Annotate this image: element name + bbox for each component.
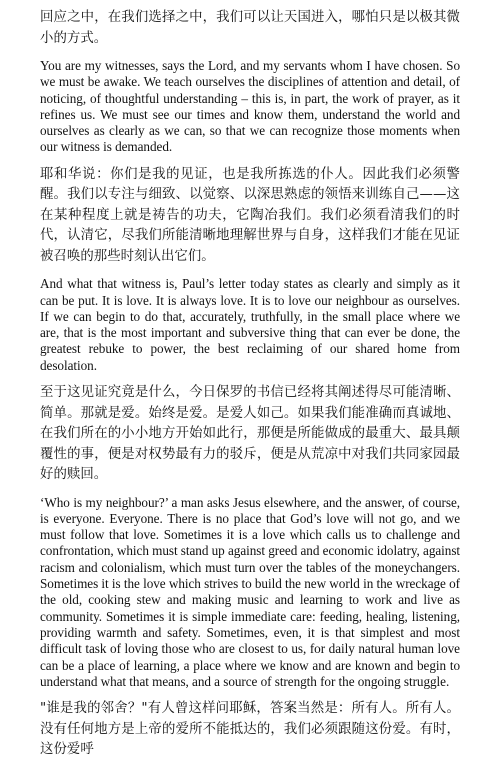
paragraph-en-2: And what that witness is, Paul’s letter today states as clearly and simply as it can be put. It is love. It is always love. It is to love our neighbour as ourselves. If we can begin to do that, accurately, truthfully, in the small place where we are, that is the most important and subversive thing that can ever be done, the greatest rebuke to power, the best reclaiming of our shared home from desolation.: [40, 276, 460, 373]
paragraph-zh-3: 至于这见证究竟是什么，今日保罗的书信已经将其阐述得尽可能清晰、简单。那就是爱。始终是爱。是爱人如己。如果我们能准确而真诚地、在我们所在的小小地方开始如此行，那便是所能做成的最重大、最具颠覆性的事，便是对权势最有力的驳斥，便是从荒凉中对我们共同家园最好的赎回。: [40, 385, 460, 483]
paragraph-zh-4: "谁是我的邻舍？"有人曾这样问耶稣，答案当然是：所有人。所有人。没有任何地方是上帝的爱所不能抵达的，我们必须跟随这份爱。有时，这份爱呼: [40, 701, 460, 758]
paragraph-zh-1: 回应之中，在我们选择之中，我们可以让天国进入，哪怕只是以极其微小的方式。: [40, 10, 460, 46]
paragraph-en-1: You are my witnesses, says the Lord, and my servants whom I have chosen. So we must be awake. We teach ourselves the disciplines of attention and detail, of noticing, of thoughtful understanding – this is, in part, the work of prayer, as it refines us. We must see our times and know them, understand the world and ourselves as clearly as we can, so that we can recognize those moments when our witness is demanded.: [40, 58, 460, 155]
paragraph-en-3: ‘Who is my neighbour?’ a man asks Jesus elsewhere, and the answer, of course, is everyone. Everyone. There is no place that God’s love will not go, and we must follow that love. Sometimes it is a love which calls us to challenge and confrontation, which must stand up against greed and economic idolatry, against racism and colonialism, which must turn over the tables of the moneychangers. Sometimes it is the love which strives to build the new world in the wreckage of the old, cooking stew and making music and learning to work and live as community. Sometimes it is simple immediate care: feeding, healing, listening, providing warmth and safety. Sometimes, even, it is that simplest and most difficult task of loving those who are closest to us, for daily natural human love can be a place of learning, a place where we know and are known and begin to understand what that means, and a source of strength for the ongoing struggle.: [40, 494, 461, 689]
paragraph-zh-2: 耶和华说：你们是我的见证，也是我所拣选的仆人。因此我们必须警醒。我们以专注与细致、以觉察、以深思熟虑的领悟来训练自己——这在某种程度上就是祷告的功夫，它陶冶我们。我们必须看清我们的时代，认清它，尽我们所能清晰地理解世界与自身，这样我们才能在见证被召唤的那些时刻认出它们。: [40, 166, 460, 264]
